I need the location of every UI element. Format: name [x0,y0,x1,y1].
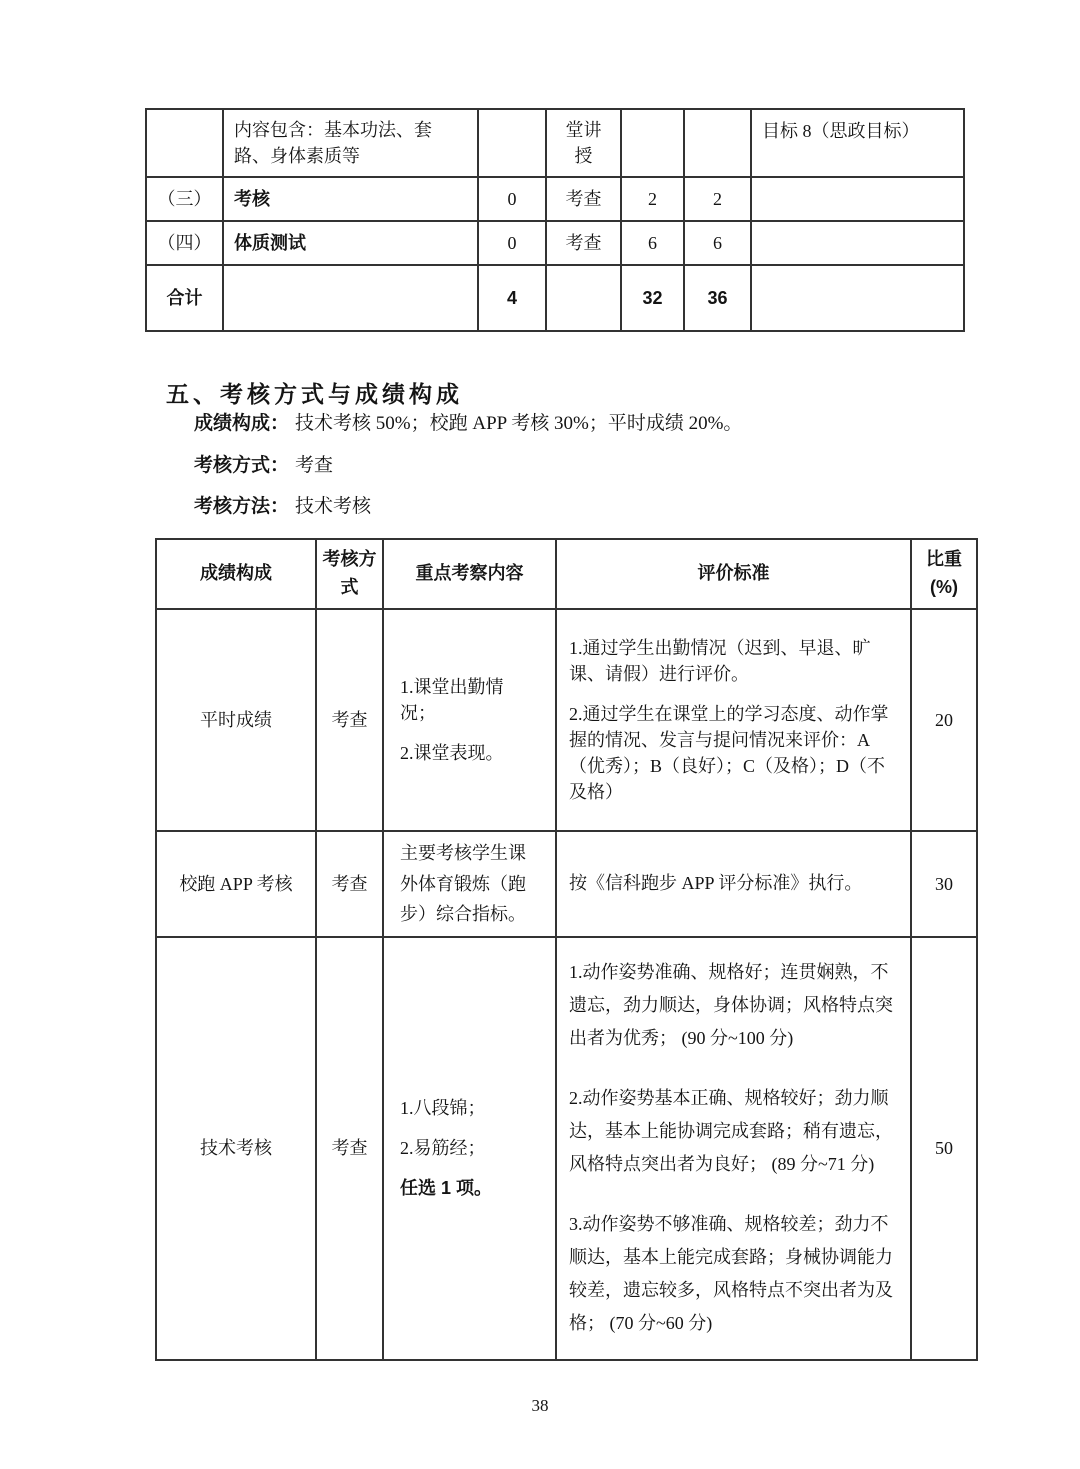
goal-cell [751,221,964,265]
component-name-cell: 平时成绩 [156,609,316,831]
section-heading: 五、考核方式与成绩构成 [166,381,463,407]
hours-total-cell [684,109,751,177]
key-content-line-choose-one: 任选 1 项。 [400,1178,493,1199]
hours-cell [621,109,684,177]
table-row [146,221,964,265]
header-grade-composition: 成绩构成 [156,539,316,609]
component-name-cell: 校跑 APP 考核 [156,831,316,937]
hours-total-cell: 2 [684,177,751,221]
criteria-cell [556,937,911,1360]
credit-cell: 0 [478,177,546,221]
method-cell: 堂讲授 [546,109,621,177]
table-header-row [156,539,977,609]
header-assessment-mode: 考核方式 [316,539,383,609]
assessment-mode-label: 考核方式： [194,455,290,476]
assessment-method-value: 技术考核 [295,496,372,517]
assessment-method-label: 考核方法： [194,496,290,517]
content-cell: 体质测试 [223,221,478,265]
hours-cell: 32 [621,265,684,331]
key-content-line: 1.八段锦； [400,1098,486,1119]
header-criteria: 评价标准 [556,539,911,609]
page-number: 38 [531,1396,549,1415]
content-cell [223,265,478,331]
table-row [146,109,964,177]
goal-cell: 目标 8（思政目标） [751,109,964,177]
key-content-cell [383,609,556,831]
header-weight [911,539,977,609]
grade-composition-label: 成绩构成： [194,413,290,434]
assessment-method-line [194,491,371,518]
hours-total-cell: 36 [684,265,751,331]
header-weight-line1: 比重 [926,549,962,570]
key-content-line: 主要考核学生课外体育锻炼（跑步）综合指标。 [400,843,526,925]
hours-cell: 6 [621,221,684,265]
content-cell: 内容包含：基本功法、套路、身体素质等 [223,109,478,177]
header-weight-line2: (%) [930,577,958,597]
key-content-cell [383,937,556,1360]
method-cell: 考查 [546,221,621,265]
credit-cell: 0 [478,221,546,265]
criteria-paragraph: 1.通过学生出勤情况（迟到、早退、旷课、请假）进行评价。 [569,637,871,684]
method-cell [546,265,621,331]
table-row [156,937,977,1360]
goal-cell [751,177,964,221]
goal-cell [751,265,964,331]
table-row-total [146,265,964,331]
weight-cell: 50 [911,937,977,1360]
table-row [156,831,977,937]
content-cell: 考核 [223,177,478,221]
weight-cell: 20 [911,609,977,831]
criteria-paragraph: 1.动作姿势准确、规格好；连贯娴熟，不遗忘，劲力顺达，身体协调；风格特点突出者为优秀； (90 分~100 分) [569,961,893,1049]
weight-cell: 30 [911,831,977,937]
row-index-cell [146,109,223,177]
hours-cell: 2 [621,177,684,221]
method-cell: 考查 [316,937,383,1360]
table-row [156,609,977,831]
row-index-cell: 合计 [146,265,223,331]
table-row [146,177,964,221]
criteria-cell [556,609,911,831]
credit-cell [478,109,546,177]
credit-cell: 4 [478,265,546,331]
method-cell: 考查 [316,609,383,831]
criteria-paragraph: 3.动作姿势不够准确、规格较差；劲力不顺达，基本上能完成套路；身械协调能力较差，遗忘较多，风格特点不突出者为及格； (70 分~60 分) [569,1213,893,1334]
grade-composition-value: 技术考核 50%；校跑 APP 考核 30%；平时成绩 20%。 [295,413,743,434]
criteria-paragraph: 2.通过学生在课堂上的学习态度、动作掌握的情况、发言与提问情况来评价：A（优秀）；B（良好）；C（及格）；D（不及格） [569,703,889,803]
row-index-cell: （三） [146,177,223,221]
hours-total-cell: 6 [684,221,751,265]
key-content-line: 2.易筋经； [400,1138,486,1159]
grade-composition-line [194,408,742,435]
method-cell: 考查 [546,177,621,221]
assessment-mode-value: 考查 [295,455,334,476]
criteria-paragraph: 2.动作姿势基本正确、规格较好；劲力顺达，基本上能协调完成套路；稍有遗忘，风格特点突出者为良好； (89 分~71 分) [569,1087,893,1175]
header-key-content: 重点考察内容 [383,539,556,609]
assessment-mode-line [194,450,333,477]
method-cell: 考查 [316,831,383,937]
key-content-line: 2.课堂表现。 [400,743,504,764]
row-index-cell: （四） [146,221,223,265]
key-content-cell [383,831,556,937]
course-schedule-table [145,108,965,332]
criteria-paragraph: 按《信科跑步 APP 评分标准》执行。 [569,873,863,894]
criteria-cell [556,831,911,937]
key-content-line: 1.课堂出勤情况； [400,676,504,723]
assessment-table [155,538,978,1361]
component-name-cell: 技术考核 [156,937,316,1360]
